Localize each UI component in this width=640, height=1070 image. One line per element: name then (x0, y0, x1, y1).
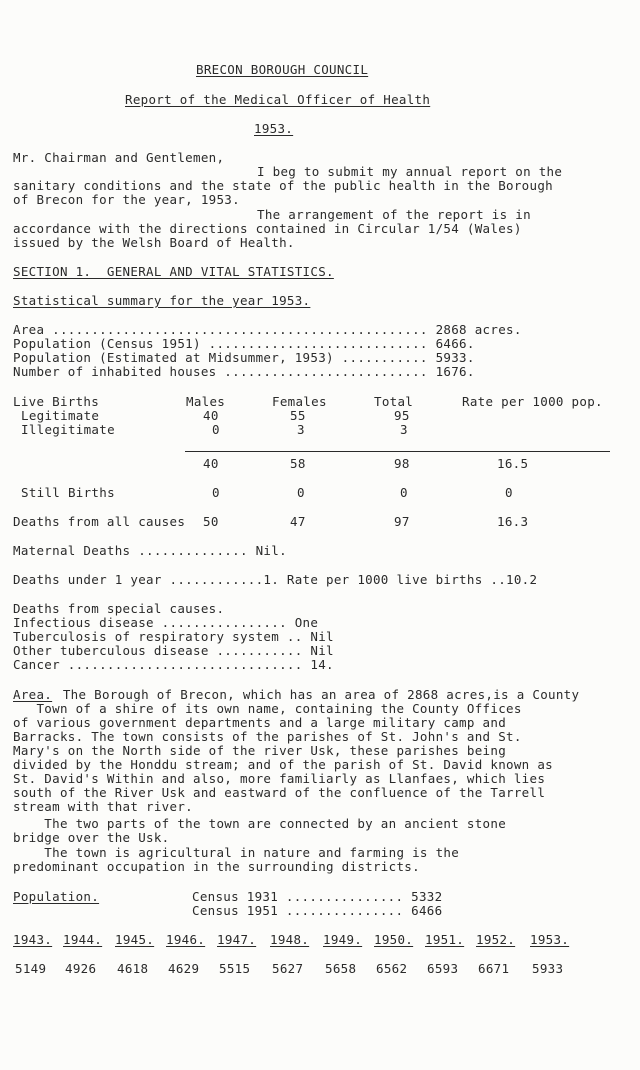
illegitimate-label: Illegitimate (21, 422, 115, 437)
illegitimate-males: 0 (212, 422, 220, 437)
summary-area: Area ................................................ 2868 acres. (13, 322, 522, 337)
intro-p2-line3: issued by the Welsh Board of Health. (13, 235, 295, 250)
population-year: 1951. (425, 932, 465, 947)
still-births-total: 0 (400, 485, 408, 500)
population-value: 5658 (325, 961, 357, 976)
births-header-rate: Rate per 1000 pop. (462, 394, 603, 409)
population-value: 6562 (376, 961, 408, 976)
summary-heading: Statistical summary for the year 1953. (13, 293, 311, 308)
population-value: 6593 (427, 961, 459, 976)
legitimate-females: 55 (290, 408, 306, 423)
area-line-5: Mary's on the North side of the river Usk, these parishes being (13, 743, 507, 758)
special-tb-respiratory: Tuberculosis of respiratory system .. Nil (13, 629, 334, 644)
area-line-6: divided by the Honddu stream; and of the parish of St. David known as (13, 757, 553, 772)
special-causes-heading: Deaths from special causes. (13, 601, 225, 616)
report-year: 1953. (254, 121, 294, 136)
special-infectious: Infectious disease ................ One (13, 615, 319, 630)
deaths-total: 97 (394, 514, 410, 529)
summary-houses: Number of inhabited houses .......................... 1676. (13, 364, 475, 379)
births-header-males: Males (186, 394, 226, 409)
population-year: 1944. (63, 932, 103, 947)
deaths-males: 50 (203, 514, 219, 529)
intro-p1-line3: of Brecon for the year, 1953. (13, 192, 240, 207)
report-title: Report of the Medical Officer of Health (125, 92, 431, 107)
section1-heading: SECTION 1. GENERAL AND VITAL STATISTICS. (13, 264, 334, 279)
area-line-4: Barracks. The town consists of the parishes of St. John's and St. (13, 729, 522, 744)
area-line-3: of various government departments and a large military camp and (13, 715, 507, 730)
still-births-males: 0 (212, 485, 220, 500)
population-value: 4629 (168, 961, 200, 976)
area-line-8: south of the River Usk and eastward of the confluence of the Tarrell (13, 785, 546, 800)
legitimate-label: Legitimate (21, 408, 100, 423)
population-year: 1946. (166, 932, 206, 947)
population-year: 1943. (13, 932, 53, 947)
illegitimate-total: 3 (400, 422, 408, 437)
births-header-total: Total (374, 394, 414, 409)
population-census-1951: Census 1951 ............... 6466 (192, 903, 443, 918)
intro-p2-line2: accordance with the directions contained in Circular 1/54 (Wales) (13, 221, 522, 236)
deaths-label: Deaths from all causes (13, 514, 186, 529)
deaths-females: 47 (290, 514, 306, 529)
summary-estimated: Population (Estimated at Midsummer, 1953) ........... 5933. (13, 350, 475, 365)
still-births-rate: 0 (505, 485, 513, 500)
maternal-deaths: Maternal Deaths .............. Nil. (13, 543, 287, 558)
intro-p1-line2: sanitary conditions and the state of the public health in the Borough (13, 178, 553, 193)
area-line-1: The Borough of Brecon, which has an area of 2868 acres,is a County (55, 687, 580, 702)
intro-p2-line1: The arrangement of the report is in (257, 207, 531, 222)
population-label: Population. (13, 889, 100, 904)
totals-males: 40 (203, 456, 219, 471)
population-value: 5933 (532, 961, 564, 976)
area-line-7: St. David's Within and also, more familiarly as Llanfaes, which lies (13, 771, 546, 786)
council-name: BRECON BOROUGH COUNCIL (196, 62, 369, 77)
still-births-females: 0 (297, 485, 305, 500)
area-line-11: bridge over the Usk. (13, 830, 170, 845)
special-tb-other: Other tuberculous disease ........... Nil (13, 643, 334, 658)
population-year: 1949. (323, 932, 363, 947)
population-year: 1947. (217, 932, 257, 947)
special-cancer: Cancer .............................. 14. (13, 657, 334, 672)
intro-p1-line1: I beg to submit my annual report on the (257, 164, 563, 179)
still-births-label: Still Births (21, 485, 115, 500)
legitimate-males: 40 (203, 408, 219, 423)
births-header-females: Females (272, 394, 327, 409)
area-label: Area. (13, 687, 53, 702)
area-line-10: The two parts of the town are connected by an ancient stone (13, 816, 507, 831)
population-value: 5149 (15, 961, 47, 976)
legitimate-total: 95 (394, 408, 410, 423)
population-value: 4926 (65, 961, 97, 976)
summary-census: Population (Census 1951) ............................ 6466. (13, 336, 475, 351)
population-year: 1948. (270, 932, 310, 947)
illegitimate-females: 3 (297, 422, 305, 437)
population-value: 5515 (219, 961, 251, 976)
totals-total: 98 (394, 456, 410, 471)
population-value: 4618 (117, 961, 149, 976)
population-year: 1950. (374, 932, 414, 947)
area-line-2: Town of a shire of its own name, containing the County Offices (13, 701, 522, 716)
population-census-1931: Census 1931 ............... 5332 (192, 889, 443, 904)
totals-females: 58 (290, 456, 306, 471)
population-year: 1952. (476, 932, 516, 947)
population-value: 6671 (478, 961, 510, 976)
totals-rate: 16.5 (497, 456, 529, 471)
population-year: 1953. (530, 932, 570, 947)
population-value: 5627 (272, 961, 304, 976)
area-line-13: predominant occupation in the surrounding districts. (13, 859, 420, 874)
infant-deaths: Deaths under 1 year ............1. Rate per 1000 live births ..10.2 (13, 572, 538, 587)
salutation: Mr. Chairman and Gentlemen, (13, 150, 225, 165)
area-line-9: stream with that river. (13, 799, 193, 814)
area-line-12: The town is agricultural in nature and farming is the (13, 845, 460, 860)
deaths-rate: 16.3 (497, 514, 529, 529)
births-header-label: Live Births (13, 394, 100, 409)
totals-rule (185, 451, 610, 452)
population-year: 1945. (115, 932, 155, 947)
